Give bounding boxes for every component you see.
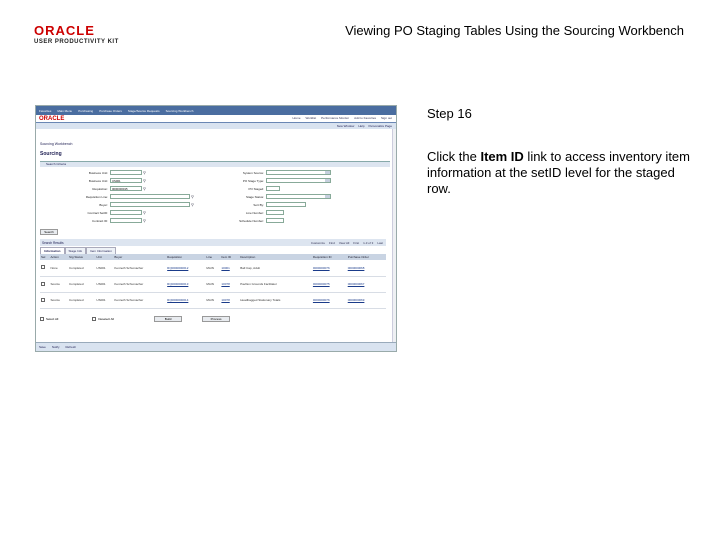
criteria-field (40, 186, 146, 191)
field-label: PO Staged: (248, 186, 264, 191)
sourcing-title: Sourcing (40, 151, 62, 157)
performance-link[interactable]: Performance Monitor (321, 116, 350, 120)
field-dropdown[interactable] (266, 194, 331, 199)
menu-item[interactable]: Favorites (39, 108, 52, 113)
criteria-field (196, 202, 306, 207)
column-header: Line (205, 254, 220, 260)
deselect-all-option[interactable] (92, 317, 114, 321)
field-label: Schedule Number: (239, 218, 264, 223)
buyer-cell: Kenneth Schumacher (113, 276, 166, 292)
criteria-field (40, 218, 146, 223)
buyer-cell: Kenneth Schumacher (113, 260, 166, 276)
lookup-icon[interactable]: ⚲ (143, 218, 146, 223)
unit-cell: US001 (95, 292, 113, 308)
description-cell: Pavilion Grounds Facilitator (239, 276, 312, 292)
column-header: Purchase Order (347, 254, 386, 260)
instruction-text (427, 149, 692, 197)
save-button[interactable]: Save (39, 345, 46, 349)
line-cell: MAIN (205, 292, 220, 308)
field-input[interactable] (110, 170, 142, 175)
field-input[interactable] (266, 186, 280, 191)
field-label: System Source: (242, 170, 264, 175)
action-cell[interactable]: Source (49, 276, 68, 292)
field-label: Requisition Line: (85, 194, 108, 199)
field-label: Sort By: (253, 202, 264, 207)
requisition-link[interactable]: RQ0000000013 (167, 282, 189, 286)
requisition-id-link[interactable]: 0000000076 (312, 265, 330, 270)
status-cell: Completed (68, 292, 95, 308)
field-label: Contract ID: (91, 218, 108, 223)
criteria-header-label: Search Criteria (46, 162, 67, 166)
criteria-field (196, 178, 331, 183)
column-header: Item ID (220, 254, 239, 260)
refresh-button[interactable]: Refresh (65, 345, 77, 349)
field-input[interactable] (110, 202, 190, 207)
table-row (40, 260, 386, 276)
line-cell: MAIN (205, 260, 220, 276)
criteria-field (40, 202, 194, 207)
last-link[interactable]: Last (377, 240, 383, 245)
notify-button[interactable]: Notify (51, 345, 60, 349)
field-label: Requisition: (92, 186, 108, 191)
instruction-bold: Item ID (480, 149, 524, 164)
column-header: Buyer (113, 254, 166, 260)
requisition-link[interactable]: RQ0000000012 (167, 265, 189, 270)
results-tabs (40, 247, 116, 254)
find-link[interactable]: Find (329, 240, 335, 245)
criteria-field (40, 170, 146, 175)
status-cell: Completed (68, 260, 95, 276)
lookup-icon[interactable]: ⚲ (191, 202, 194, 207)
criteria-header[interactable] (40, 161, 390, 167)
vertical-scrollbar[interactable] (392, 129, 396, 343)
purchase-order-link[interactable]: 0000000067 (347, 282, 365, 286)
criteria-field (196, 218, 284, 223)
column-header: Requisition ID (312, 254, 347, 260)
page-footer (36, 342, 396, 351)
description-cell: Headbagged Stationary Totals (239, 292, 312, 308)
field-label: Buyer: (99, 202, 108, 207)
tab-information[interactable]: Information (40, 247, 65, 254)
field-label: Line Number: (245, 210, 264, 215)
criteria-field (40, 210, 146, 215)
purchase-order-link[interactable]: 0000000069 (347, 298, 365, 302)
menu-item[interactable]: Sourcing Workbench (165, 108, 194, 113)
menu-item[interactable]: Main Menu (57, 108, 73, 113)
row-checkbox[interactable] (41, 298, 45, 302)
select-all-checkbox[interactable] (40, 317, 44, 321)
menu-item[interactable]: Purchase Orders (99, 108, 122, 113)
process-button[interactable]: Process (202, 316, 230, 322)
home-link[interactable]: Home (292, 116, 301, 120)
breadcrumb[interactable]: Sourcing Workbench (40, 142, 73, 146)
field-input[interactable] (266, 210, 284, 215)
menubar (36, 106, 396, 115)
tab-stage-info[interactable]: Stage Info (65, 247, 87, 254)
requisition-id-link[interactable]: 0000000076 (312, 298, 330, 302)
criteria-field (196, 186, 280, 191)
worklist-link[interactable]: Worklist (305, 116, 317, 120)
line-cell: MAIN (205, 276, 220, 292)
build-button[interactable]: Build (154, 316, 182, 322)
field-label: Stage Status: (245, 194, 264, 199)
row-checkbox[interactable] (41, 265, 45, 269)
deselect-all-checkbox[interactable] (92, 317, 96, 321)
row-count: 1-3 of 3 (363, 240, 374, 245)
lookup-icon[interactable]: ⚲ (143, 210, 146, 215)
unit-cell: US001 (95, 260, 113, 276)
nav-strip (36, 123, 396, 129)
personalize-link[interactable]: Personalize Page (368, 124, 392, 128)
select-all-label: Select All (46, 317, 59, 321)
column-header: Description (239, 254, 312, 260)
row-checkbox[interactable] (41, 282, 45, 286)
field-input[interactable] (266, 218, 284, 223)
logo-oracle-text: ORACLE (34, 23, 95, 38)
help-link[interactable]: Help (358, 124, 365, 128)
field-input[interactable] (266, 202, 306, 207)
view-all-link[interactable]: View All (338, 240, 350, 245)
item-id-link[interactable]: 10078 (221, 282, 230, 286)
search-button[interactable]: Search (40, 229, 58, 235)
step-label: Step 16 (427, 106, 472, 121)
field-label: PO Stage Type: (242, 178, 264, 183)
requisition-link[interactable]: RQ0000000014 (167, 298, 189, 302)
menu-item[interactable]: Stage/Source Requests (127, 108, 160, 113)
unit-cell: US001 (95, 276, 113, 292)
mini-oracle-logo: ORACLE (39, 116, 65, 122)
field-dropdown[interactable] (266, 170, 331, 175)
table-row (40, 276, 386, 292)
field-input[interactable] (110, 218, 142, 223)
customize-link[interactable]: Customize (310, 240, 325, 245)
criteria-field (40, 194, 194, 199)
instruction-before: Click the (427, 149, 481, 164)
table-row (40, 292, 386, 308)
criteria-field (40, 178, 146, 183)
column-header: Unit (95, 254, 113, 260)
field-label: Business Unit: (88, 170, 108, 175)
lookup-icon[interactable]: ⚲ (143, 186, 146, 191)
item-id-link[interactable]: 10078 (221, 298, 230, 302)
field-input[interactable] (110, 194, 190, 199)
favorites-link[interactable]: Add to Favorites (354, 116, 376, 120)
description-cell: Ball Cap, Adult (239, 260, 312, 276)
brand-strip (36, 115, 396, 123)
first-link[interactable]: First (353, 240, 360, 245)
lookup-icon[interactable]: ⚲ (143, 178, 146, 183)
new-window-link[interactable]: New Window (336, 124, 355, 128)
item-id-link[interactable]: 10001 (221, 265, 230, 270)
column-header: Requisition (166, 254, 205, 260)
requisition-id-link[interactable]: 0000000075 (312, 282, 330, 286)
results-grid (40, 254, 386, 309)
menu-item[interactable]: Purchasing (78, 108, 94, 113)
field-input[interactable]: US001 (110, 178, 142, 183)
deselect-all-label: Deselect All (98, 317, 115, 321)
lookup-icon[interactable]: ⚲ (191, 194, 194, 199)
criteria-field (196, 170, 331, 175)
criteria-field (196, 210, 284, 215)
criteria-field (196, 194, 331, 199)
embedded-screenshot (35, 105, 397, 352)
field-input[interactable]: 0000000015 (110, 186, 142, 191)
logo-upk-text: USER PRODUCTIVITY KIT (34, 39, 119, 45)
field-label: Business Unit: (88, 178, 108, 183)
signout-link[interactable]: Sign out (380, 116, 392, 120)
column-header: Stg Status (68, 254, 95, 260)
status-cell: Completed (68, 276, 95, 292)
select-all-option[interactable] (40, 317, 58, 321)
tab-item-information[interactable]: Item Information (86, 247, 116, 254)
action-cell[interactable]: Source (49, 292, 68, 308)
column-header: Sel (40, 254, 49, 260)
field-label: Contract SetID: (87, 210, 108, 215)
lookup-icon[interactable]: ⚲ (143, 170, 146, 175)
grid-actions (40, 316, 386, 322)
oracle-upk-logo (34, 24, 124, 45)
instruction-after: link to access inventory item information at the setID level for the staged row. (427, 149, 690, 196)
field-dropdown[interactable] (266, 178, 331, 183)
action-cell[interactable]: None (49, 260, 68, 276)
results-header (40, 239, 386, 246)
page-title: Viewing PO Staging Tables Using the Sourcing Workbench (345, 23, 684, 38)
purchase-order-link[interactable]: 0000000068 (347, 265, 365, 270)
buyer-cell: Kenneth Schumacher (113, 292, 166, 308)
column-header: Action (49, 254, 68, 260)
results-title: Search Results (42, 240, 64, 245)
field-input[interactable] (110, 210, 142, 215)
